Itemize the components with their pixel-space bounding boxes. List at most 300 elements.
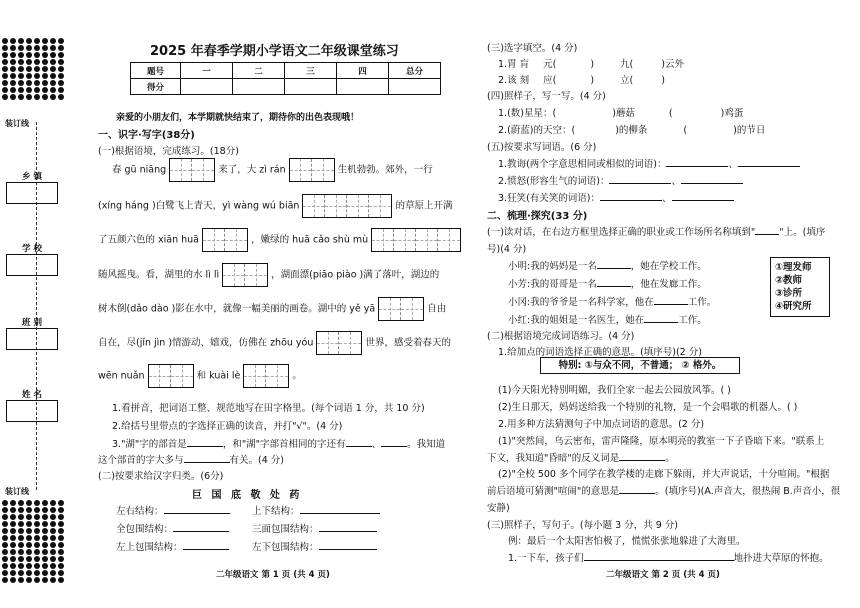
binding-dot [50, 563, 56, 569]
class-field[interactable] [6, 328, 58, 350]
question-2-2-2c: (2)"全校 500 多个同学在教学楼的走廊下躲雨，并大声说话，十分喧闹。"根据 [498, 469, 830, 480]
tianzige-box[interactable] [371, 228, 461, 252]
binding-dot [58, 45, 64, 51]
dialog-text: 工作。 [678, 315, 707, 326]
binding-dot [2, 87, 8, 93]
binding-dot [26, 45, 32, 51]
binding-dot [58, 577, 64, 583]
answer-blank[interactable] [738, 166, 800, 167]
binding-dot [50, 73, 56, 79]
binding-dot [50, 94, 56, 100]
binding-dot [58, 514, 64, 520]
dialog-2 [508, 276, 707, 290]
words-label: 3.狂笑(有关笑的词语)： [498, 193, 600, 204]
sec2-text: (一)读对话，在右边方框里选择正确的职业或工作场所名称填到" [487, 227, 756, 238]
binding-dot [18, 59, 24, 65]
binding-dot [26, 535, 32, 541]
school-label: 学 校 [22, 244, 42, 254]
score-cell[interactable] [285, 79, 337, 95]
answer-blank[interactable] [184, 462, 230, 463]
option-item: ④研究所 [775, 301, 812, 312]
tianzige-box[interactable] [148, 364, 194, 388]
chars-to-classify: 巨 国 底 敬 处 药 [192, 490, 300, 501]
section-2-2-title: (二)根据语境完成词语练习。(4 分) [487, 331, 635, 342]
ex-text: )鸡蛋 [720, 108, 744, 119]
fill-text: 九( [620, 59, 634, 70]
blank-sample [755, 234, 779, 235]
dialog-text: 小冈:我的爷爷是一名科学家，他在 [508, 297, 654, 308]
binding-dot [2, 52, 8, 58]
binding-dot [42, 87, 48, 93]
sentence-2: (2)生日那天，妈妈送给我一个特别的礼物，是一个会唱歌的机器人。( ) [498, 402, 798, 413]
classify-left-right [116, 503, 230, 517]
section-1-2-title: (二)按要求给汉字归类。(6分) [98, 471, 224, 482]
binding-dot [34, 514, 40, 520]
binding-dot [42, 528, 48, 534]
ex-text: ( [668, 108, 673, 119]
binding-dot [58, 563, 64, 569]
binding-dot [18, 577, 24, 583]
ex-text: )的柳条 [615, 125, 648, 136]
answer-blank[interactable] [173, 531, 229, 532]
score-header: 总分 [389, 63, 441, 79]
binding-dot [10, 500, 16, 506]
binding-dot [2, 59, 8, 65]
binding-dot [58, 80, 64, 86]
tianzige-box[interactable] [378, 297, 424, 321]
exercise-1 [508, 550, 829, 564]
binding-dot [42, 66, 48, 72]
binding-dot [2, 570, 8, 576]
binding-dot [2, 66, 8, 72]
options-box [770, 257, 830, 317]
answer-blank[interactable] [681, 183, 743, 184]
binding-dot [34, 549, 40, 555]
answer-blank[interactable] [619, 493, 655, 494]
passage-text: 树木倒(dǎo dào )影在水中，就像一幅美丽的画卷。湖中的 yě yā [98, 303, 376, 315]
passage-line-7 [98, 364, 302, 388]
question-1: 1.看拼音，把词语工整、规范地写在田字格里。(每个词语 1 分，共 10 分) [112, 403, 425, 414]
binding-dot [42, 507, 48, 513]
binding-dot [10, 556, 16, 562]
classify-label: 左右结构： [116, 506, 164, 517]
binding-dot [10, 549, 16, 555]
example-sentence: 例：最后一个太阳害怕极了，慌慌张张地躲进了大海里。 [508, 536, 746, 547]
classify-label: 左上包围结构： [116, 542, 183, 553]
fill-text: 2.该 刻 [498, 75, 530, 86]
binding-dots-bottom [2, 500, 58, 583]
dialog-3 [508, 294, 716, 308]
binding-dot [58, 535, 64, 541]
answer-blank[interactable] [187, 446, 223, 447]
binding-dot [18, 45, 24, 51]
q-text: 下文，我知道"昏暗"的反义词是 [487, 453, 620, 464]
answer-blank[interactable] [619, 460, 665, 461]
binding-dot [10, 577, 16, 583]
words-3: 3.狂笑(有关笑的词语)： 、 [498, 190, 734, 204]
section-2-1-cont: 号)(4 分) [487, 244, 527, 255]
dialog-4 [508, 312, 707, 326]
fill-text: 元( [543, 59, 557, 70]
passage-text: 自由 [427, 303, 447, 315]
binding-dot [26, 577, 32, 583]
fill-text: ) [590, 75, 595, 86]
binding-dot [58, 570, 64, 576]
answer-blank[interactable] [346, 446, 372, 447]
score-header: 题号 [131, 63, 181, 79]
binding-dot [50, 52, 56, 58]
dialog-text: 小明:我的妈妈是一名 [508, 261, 597, 272]
binding-dot [10, 521, 16, 527]
binding-dot [50, 528, 56, 534]
binding-dot [50, 507, 56, 513]
dialog-1 [508, 258, 707, 272]
binding-dot [2, 500, 8, 506]
page-footer-1: 二年级语文 第 1 页 (共 4 页) [216, 570, 330, 580]
answer-blank[interactable] [319, 531, 377, 532]
binding-dot [18, 52, 24, 58]
binding-dot [42, 80, 48, 86]
binding-dot [10, 514, 16, 520]
binding-dot [34, 577, 40, 583]
question-2-2-2: 2.用多种方法猜测句子中加点词语的意思。(2 分) [498, 419, 705, 430]
binding-dot [26, 52, 32, 58]
tianzige-box[interactable] [243, 364, 289, 388]
binding-dot [18, 94, 24, 100]
binding-dot [50, 535, 56, 541]
section-1-title: 一、识字·写字(38分) [98, 130, 195, 141]
binding-dot [34, 556, 40, 562]
words-2: 2.愤怒(形容生气的词语)： 、 [498, 173, 743, 187]
q3-text: ，和"湖"字部首相同的字还有 [222, 439, 346, 450]
binding-dot [58, 507, 64, 513]
ex-text: ( [683, 125, 688, 136]
q-text: 。(填序号)(A.声音大，很热闹 B.声音小，很 [655, 486, 841, 497]
dialog-text: 小芳:我的哥哥是一名 [508, 279, 597, 290]
binding-dot [18, 549, 24, 555]
section-4-title: (四)照样子，写一写。(4 分) [487, 91, 606, 102]
classify-full [116, 521, 229, 535]
binding-dot [34, 521, 40, 527]
binding-dot [42, 94, 48, 100]
q3-text: 、 [371, 439, 382, 450]
binding-dot [34, 73, 40, 79]
binding-dot [26, 500, 32, 506]
answer-blank[interactable] [654, 304, 688, 305]
dialog-text: 工作。 [687, 297, 717, 308]
binding-dot [50, 66, 56, 72]
ex-text: 1.一下车，孩子们 [508, 553, 584, 564]
binding-dot [50, 577, 56, 583]
binding-dot [50, 87, 56, 93]
section-5-title: (五)按要求写词语。(6 分) [487, 142, 597, 153]
binding-dot [26, 528, 32, 534]
binding-dot [50, 38, 56, 44]
binding-dot [42, 521, 48, 527]
meaning-box [540, 357, 740, 374]
score-header: 三 [285, 63, 337, 79]
binding-dot [50, 80, 56, 86]
classify-bottom-left [252, 539, 377, 553]
example-4-1 [498, 105, 743, 119]
binding-dot [58, 59, 64, 65]
binding-dot [26, 94, 32, 100]
binding-dot [2, 507, 8, 513]
binding-dot [58, 87, 64, 93]
binding-dot [18, 38, 24, 44]
dialog-text: 小红:我的姐姐是一名医生，她在 [508, 315, 645, 326]
words-1: 1.教诲(两个字意思相同或相似的词语)： 、 [498, 156, 800, 170]
binding-dot [26, 556, 32, 562]
score-header: 四 [337, 63, 389, 79]
section-1-1-title: (一)根据语境，完成练习。(18分) [98, 146, 239, 157]
binding-dot [10, 87, 16, 93]
section-2-1-title [487, 224, 825, 238]
binding-dot [18, 507, 24, 513]
binding-dot [2, 563, 8, 569]
binding-dot [18, 570, 24, 576]
question-3-cont [98, 452, 284, 466]
classify-three-side [252, 521, 377, 535]
school-field[interactable] [6, 254, 58, 276]
binding-dot [34, 87, 40, 93]
binding-dot [34, 535, 40, 541]
passage-text: ，湖面漂(piāo piào )满了落叶，湖边的 [271, 269, 440, 281]
binding-dot [42, 45, 48, 51]
answer-blank[interactable] [381, 446, 407, 447]
binding-dot [26, 549, 32, 555]
town-field[interactable] [6, 182, 58, 204]
answer-blank[interactable] [164, 513, 230, 514]
fill-char-2 [498, 72, 665, 86]
town-label: 乡 镇 [22, 172, 42, 182]
binding-dot [2, 45, 8, 51]
binding-dot [34, 80, 40, 86]
score-header: 二 [233, 63, 285, 79]
binding-dot [18, 66, 24, 72]
sec2-text: "上。(填序 [779, 227, 826, 238]
meaning-text: 特别: ①与众不同，不普通； ② 格外。 [558, 360, 722, 371]
passage-text: 的草原上开满 [395, 200, 453, 212]
binding-dot [34, 66, 40, 72]
passage-line-5 [98, 297, 446, 321]
binding-dot [10, 94, 16, 100]
option-item: ②教师 [775, 275, 803, 286]
question-2: 2.给括号里带点的字选择正确的读音，并打"√"。(4 分) [112, 421, 343, 432]
passage-text: 来了，大 zì rán [218, 164, 286, 176]
answer-blank[interactable] [300, 513, 380, 514]
binding-dot [34, 45, 40, 51]
option-item: ③诊所 [775, 288, 803, 299]
answer-blank[interactable] [597, 268, 631, 269]
question-3 [112, 436, 445, 450]
tianzige-box[interactable] [202, 228, 248, 252]
answer-blank[interactable] [600, 200, 662, 201]
ex-text: )蘑菇 [612, 108, 635, 119]
q3-text: 有关。(4 分) [229, 455, 284, 466]
binding-dot [42, 500, 48, 506]
binding-dot [18, 500, 24, 506]
binding-dot [10, 66, 16, 72]
score-cell[interactable] [181, 79, 233, 95]
sentence-1: (1)今天阳光特别明媚，我们全家一起去公园放风筝。( ) [498, 385, 731, 396]
passage-line-2 [98, 194, 453, 218]
score-row-label: 得分 [131, 79, 181, 95]
binding-dot [10, 52, 16, 58]
binding-label-top: 装订线 [5, 119, 29, 128]
answer-blank[interactable] [584, 560, 734, 561]
binding-dot [34, 528, 40, 534]
score-cell[interactable] [389, 79, 441, 95]
q3-text: 3."湖"字的部首是 [112, 439, 187, 450]
answer-blank[interactable] [644, 322, 678, 323]
answer-blank[interactable] [609, 183, 671, 184]
ex-text: 2.(蔚蓝)的天空：( [498, 125, 576, 136]
binding-dot [34, 500, 40, 506]
q3-text: 这个部首的字大多与 [98, 455, 184, 466]
answer-blank[interactable] [319, 549, 377, 550]
binding-dot [10, 542, 16, 548]
dialog-text: ，她在学校工作。 [630, 261, 707, 272]
binding-dot [26, 59, 32, 65]
section-2-3-title: (三)照样子，写句子。(每小题 3 分，共 9 分) [487, 520, 678, 531]
binding-dot [42, 542, 48, 548]
passage-text: 。 [292, 370, 302, 382]
binding-dot [2, 73, 8, 79]
binding-dot [2, 514, 8, 520]
binding-dot [18, 542, 24, 548]
classify-top-bottom [252, 503, 380, 517]
name-label: 姓 名 [22, 390, 42, 400]
tianzige-box[interactable] [302, 194, 392, 218]
binding-dot [18, 535, 24, 541]
example-4-2 [498, 122, 765, 136]
ex-text: )的节日 [733, 125, 766, 136]
ex-text: 地扑进大草原的怀抱。 [733, 553, 829, 564]
page-footer-2: 二年级语文 第 2 页 (共 4 页) [606, 570, 720, 580]
binding-dot [42, 556, 48, 562]
binding-dot [58, 549, 64, 555]
passage-text: 世界，感受着春天的 [365, 337, 451, 349]
words-label: 2.愤怒(形容生气的词语)： [498, 176, 610, 187]
passage-text: wēn nuǎn [98, 370, 145, 382]
answer-blank[interactable] [672, 200, 734, 201]
binding-dot [58, 556, 64, 562]
binding-dot [2, 521, 8, 527]
binding-dot [26, 66, 32, 72]
tianzige-box[interactable] [316, 331, 362, 355]
passage-text: 春 gū niāng [112, 164, 167, 176]
passage-text: ，嫩绿的 huā cǎo shù mù [251, 234, 369, 246]
binding-dot [2, 528, 8, 534]
fill-text: 应( [543, 75, 557, 86]
classify-label: 左下包围结构： [252, 542, 319, 553]
binding-dot [42, 52, 48, 58]
binding-dot [26, 80, 32, 86]
binding-dot [50, 514, 56, 520]
q3-text: 。我知道 [407, 439, 446, 450]
binding-dot [42, 535, 48, 541]
binding-dot [10, 38, 16, 44]
binding-dot [42, 549, 48, 555]
binding-dot [10, 570, 16, 576]
binding-dot [26, 87, 32, 93]
binding-dot [10, 80, 16, 86]
answer-blank[interactable] [183, 549, 229, 550]
binding-dot [2, 535, 8, 541]
binding-dots-top [2, 38, 58, 100]
binding-dot [42, 514, 48, 520]
binding-dot [50, 549, 56, 555]
binding-dot [58, 66, 64, 72]
fill-text: ) [661, 75, 665, 86]
binding-dot [42, 570, 48, 576]
binding-dot [34, 563, 40, 569]
binding-dot [34, 542, 40, 548]
binding-dot [18, 80, 24, 86]
binding-dot [18, 556, 24, 562]
binding-dot [10, 535, 16, 541]
question-2-2-2d [487, 483, 840, 497]
binding-dot [10, 59, 16, 65]
fill-text: 立( [620, 75, 634, 86]
fill-char-1 [498, 56, 684, 70]
binding-dot [50, 570, 56, 576]
passage-text: 和 kuài lè [196, 370, 241, 382]
tianzige-box[interactable] [222, 263, 268, 287]
binding-dot [50, 556, 56, 562]
question-2-2-2f: 安静) [487, 503, 510, 514]
class-label: 班 别 [22, 318, 42, 328]
score-cell[interactable] [233, 79, 285, 95]
binding-dot [34, 59, 40, 65]
binding-dot [10, 507, 16, 513]
tianzige-box[interactable] [169, 158, 215, 182]
ex-text: 1.(数)星星：( [498, 108, 557, 119]
binding-dot [10, 73, 16, 79]
binding-dot [18, 563, 24, 569]
score-cell[interactable] [337, 79, 389, 95]
binding-dot [34, 507, 40, 513]
name-field[interactable] [6, 400, 58, 422]
fill-text: ) [590, 59, 595, 70]
binding-dot [2, 542, 8, 548]
classify-label: 上下结构： [252, 506, 300, 517]
binding-dot [58, 521, 64, 527]
page-title: 2025 年春季学期小学语文二年级课堂练习 [150, 44, 399, 59]
binding-dot [34, 38, 40, 44]
option-item: ①理发师 [775, 262, 812, 273]
answer-blank[interactable] [666, 166, 728, 167]
binding-dot [42, 73, 48, 79]
binding-dot [50, 59, 56, 65]
classify-top-left [116, 539, 229, 553]
answer-blank[interactable] [597, 286, 631, 287]
binding-dot [18, 514, 24, 520]
binding-dot [26, 38, 32, 44]
passage-text: 了五颜六色的 xiān huā [98, 234, 200, 246]
tianzige-box[interactable] [289, 158, 335, 182]
binding-dot [26, 563, 32, 569]
binding-dot [50, 521, 56, 527]
binding-dot [10, 528, 16, 534]
question-2-2-2b: 下文，我知道"昏暗"的反义词是 。 [487, 453, 675, 464]
greeting: 亲爱的小朋友们，本学期就快结束了，期待你的出色表现哦！ [116, 113, 360, 123]
binding-label-bottom: 装订线 [5, 487, 29, 496]
q-text: 前后语境可猜测"喧闹"的意思是 [487, 486, 620, 497]
binding-dot [2, 549, 8, 555]
binding-dot [34, 94, 40, 100]
